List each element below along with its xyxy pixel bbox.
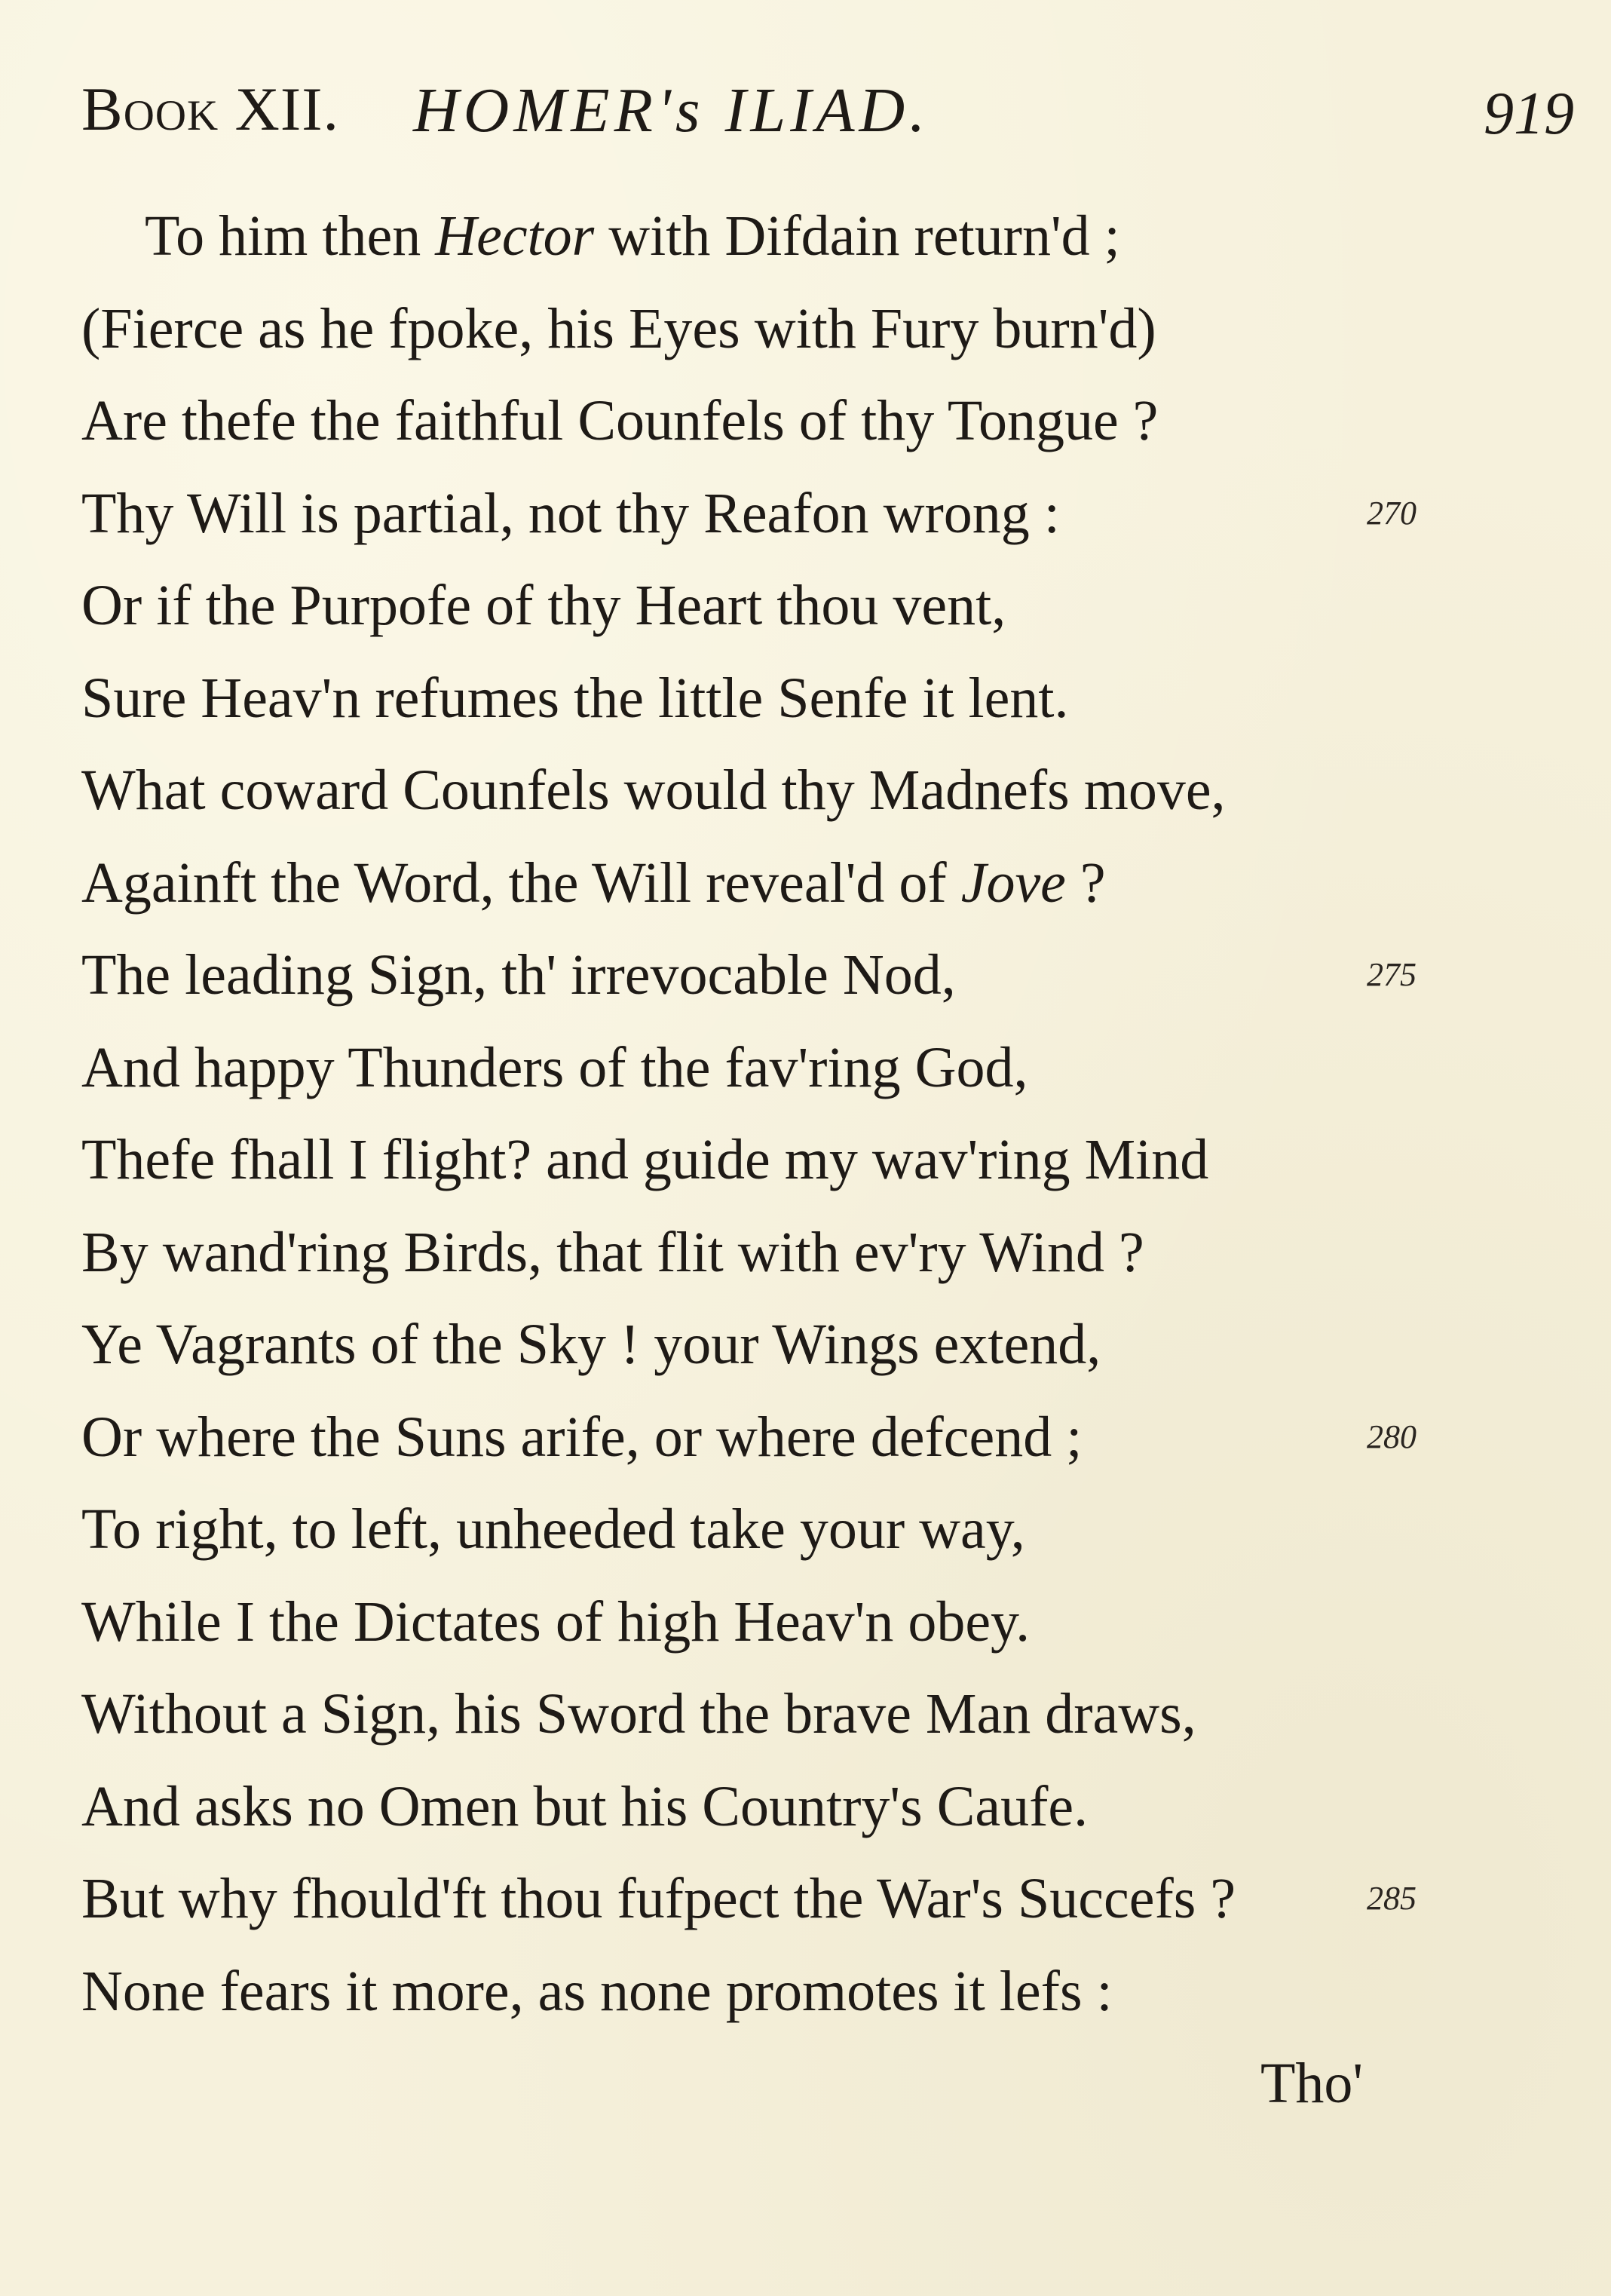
line-number: 270 [1367,494,1417,532]
verse-line [81,744,1514,837]
catchword: Tho' [1260,2052,1364,2115]
verse-line [81,283,1514,376]
verse-text-run: ? [1065,851,1106,915]
verse-line [81,929,1514,1022]
verse-line [81,1668,1514,1761]
verse-text-run: Sure Heav'n refumes the little Senfe it lent. [81,666,1069,730]
verse-line [81,1761,1514,1853]
verse-line-text [81,1022,1028,1114]
verse-text-run: Thefe fhall I flight? and guide my wav'ring Mind [81,1128,1209,1191]
verse-line [81,190,1514,283]
verse-line [81,837,1514,930]
verse-text-run: To right, to left, unheeded take your way, [81,1497,1025,1561]
verse-text-run: And asks no Omen but his Country's Caufe. [81,1774,1089,1838]
verse-line [81,1945,1514,2038]
verse-line [81,1206,1514,1299]
verse-text-run: Thy Will is partial, not thy Reafon wrong : [81,481,1060,545]
book-label: Book XII. [81,75,340,143]
verse-line-text [81,559,1006,652]
verse-text-run: Againft the Word, the Will reveal'd of [81,851,961,915]
verse-line-text [81,1853,1236,1945]
verse-line [81,1022,1514,1114]
verse-line-text [81,1483,1025,1576]
verse-line-text [81,1298,1101,1391]
running-head [81,74,1574,157]
verse-line-text [81,744,1226,837]
line-number: 275 [1367,956,1417,993]
verse-line-text [81,1114,1208,1206]
verse-line-text [81,375,1158,467]
verse-text-run: While I the Dictates of high Heav'n obey. [81,1589,1031,1654]
book-title: HOMER's ILIAD. [413,75,930,146]
verse-text-run: But why fhould'ft thou fufpect the War's Succefs ? [81,1867,1236,1930]
verse-line-text [81,1206,1144,1299]
verse-line-text [81,190,1120,283]
verse-text-run: (Fierce as he fpoke, his Eyes with Fury burn'd) [81,296,1156,360]
verse-text-run: Or where the Suns arife, or where defcend ; [81,1405,1083,1469]
italic-name: Hector [435,204,595,268]
verse-text-run: The leading Sign, th' irrevocable Nod, [81,943,956,1007]
verse-line-text [81,283,1156,376]
verse-block [81,190,1514,2037]
verse-line [81,652,1514,745]
verse-text-run: And happy Thunders of the fav'ring God, [81,1035,1028,1099]
italic-name: Jove [960,851,1066,915]
verse-line [81,467,1514,560]
verse-line-text [81,1761,1088,1853]
verse-line [81,1114,1514,1206]
page-number: 919 [1484,81,1574,147]
verse-line [81,1853,1514,1945]
verse-text-run: Are thefe the faithful Counfels of thy Tongue ? [81,389,1159,452]
verse-line [81,1483,1514,1576]
verse-text-run: By wand'ring Birds, that flit with ev'ry Wind ? [81,1220,1144,1284]
verse-line [81,1298,1514,1391]
verse-line-text [81,1391,1082,1484]
verse-line-text [81,467,1060,560]
verse-text-run: with Difdain return'd ; [594,204,1120,268]
verse-line-text [81,1668,1196,1761]
verse-line [81,1391,1514,1484]
line-number: 280 [1367,1418,1417,1455]
verse-line-text [81,1576,1030,1669]
verse-line-text [81,837,1106,930]
verse-line-text [81,929,956,1022]
verse-line [81,559,1514,652]
verse-text-run: Or if the Purpofe of thy Heart thou vent, [81,574,1006,637]
verse-text-run: Without a Sign, his Sword the brave Man draws, [81,1682,1196,1746]
verse-text-run: None fears it more, as none promotes it lefs : [81,1959,1113,2023]
verse-line-text [81,652,1069,745]
verse-line [81,375,1514,467]
line-number: 285 [1367,1880,1417,1917]
verse-line [81,1576,1514,1669]
verse-text-run: Ye Vagrants of the Sky ! your Wings extend, [81,1313,1101,1376]
verse-line-text [81,1945,1113,2038]
verse-text-run: What coward Counfels would thy Madnefs move, [81,759,1226,822]
verse-text-run: To him then [145,204,436,268]
